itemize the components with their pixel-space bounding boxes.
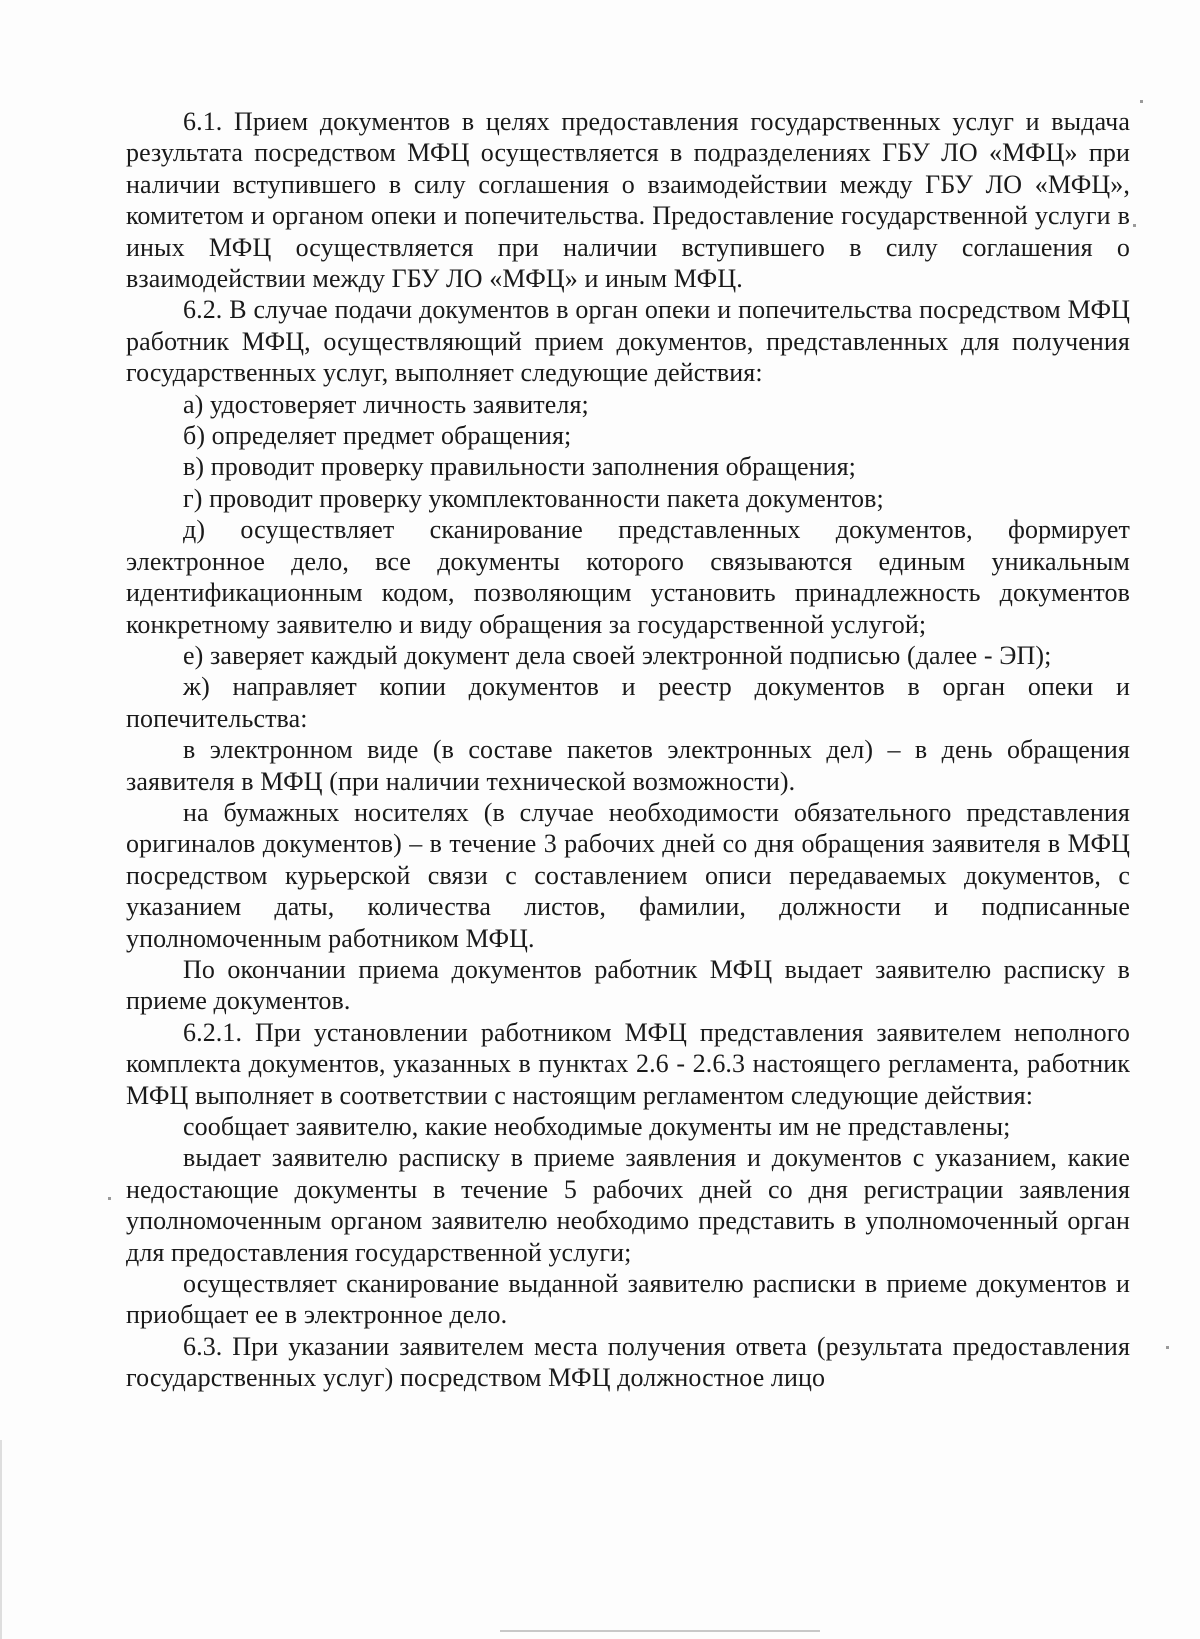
document-body (126, 106, 1130, 1394)
list-item-d: д) осуществляет сканирование представленных документов, формирует электронное дело, все документы которого связываются единым уникальным идентификационным кодом, позволяющим установить принадлежность документов конкретному заявителю и виду обращения за государственной услугой; (126, 515, 1130, 639)
paragraph-receipt: По окончании приема документов работник МФЦ выдает заявителю расписку в приеме документов. (126, 954, 1130, 1016)
paragraph-6-3: 6.3. При указании заявителем места получения ответа (результата предоставления государственных услуг) посредством МФЦ должностное лицо (126, 1331, 1130, 1393)
scan-speck (1166, 1346, 1169, 1349)
list-item-g: г) проводит проверку укомплектованности пакета документов; (183, 483, 884, 513)
scan-speck (108, 1197, 111, 1200)
scan-edge-left (0, 1440, 2, 1639)
list-item-a: а) удостоверяет личность заявителя; (183, 389, 589, 419)
paragraph-electronic-form: в электронном виде (в составе пакетов электронных дел) – в день обращения заявителя в МФЦ (при наличии технической возможности). (126, 735, 1130, 796)
list-item-zh: ж) направляет копии документов и реестр документов в орган опеки и попечительства: (126, 672, 1130, 733)
paragraph-6-1: 6.1. Прием документов в целях предоставления государственных услуг и выдача результата посредством МФЦ осуществляется в подразделениях ГБУ ЛО «МФЦ» при наличии вступившего в силу соглашения о взаимодействии между ГБУ ЛО «МФЦ», комитетом и органом опеки и попечительства. Предоставление государственной услуги в иных МФЦ осуществляется при наличии вступившего в силу соглашения о взаимодействии между ГБУ ЛО «МФЦ» и иным МФЦ. (126, 107, 1130, 294)
paragraph-scan-receipt: осуществляет сканирование выданной заявителю расписки в приеме документов и приобщает ее в электронное дело. (126, 1269, 1130, 1330)
list-item-b: б) определяет предмет обращения; (183, 421, 572, 451)
scan-speck (1133, 224, 1136, 227)
paragraph-inform-applicant: сообщает заявителю, какие необходимые документы им не представлены; (183, 1112, 1011, 1141)
paragraph-6-2: 6.2. В случае подачи документов в орган опеки и попечительства посредством МФЦ работник МФЦ, осуществляющий прием документов, представленных для получения государственных услуг, выполняет следующие действия: (126, 295, 1130, 388)
list-item-e: е) заверяет каждый документ дела своей электронной подписью (далее - ЭП); (183, 640, 1052, 670)
paragraph-6-2-1: 6.2.1. При установлении работником МФЦ представления заявителем неполного комплекта документов, указанных в пунктах 2.6 - 2.6.3 настоящего регламента, работник МФЦ выполняет в соответствии с настоящим регламентом следующие действия: (126, 1017, 1130, 1110)
paragraph-paper-form: на бумажных носителях (в случае необходимости обязательного представления оригиналов документов) – в течение 3 рабочих дней со дня обращения заявителя в МФЦ посредством курьерской связи с составлением описи передаваемых документов, с указанием даты, количества листов, фамилии, должности и подписанные уполномоченным работником МФЦ. (126, 797, 1130, 953)
scan-speck (1140, 100, 1143, 103)
scan-edge-bottom (500, 1630, 820, 1632)
paragraph-issue-receipt: выдает заявителю расписку в приеме заявления и документов с указанием, какие недостающие документы в течение 5 рабочих дней со дня регистрации заявления уполномоченным органом заявителю необходимо представить в уполномоченный орган для предоставления государственной услуги; (126, 1143, 1130, 1267)
list-item-v: в) проводит проверку правильности заполнения обращения; (183, 452, 856, 482)
